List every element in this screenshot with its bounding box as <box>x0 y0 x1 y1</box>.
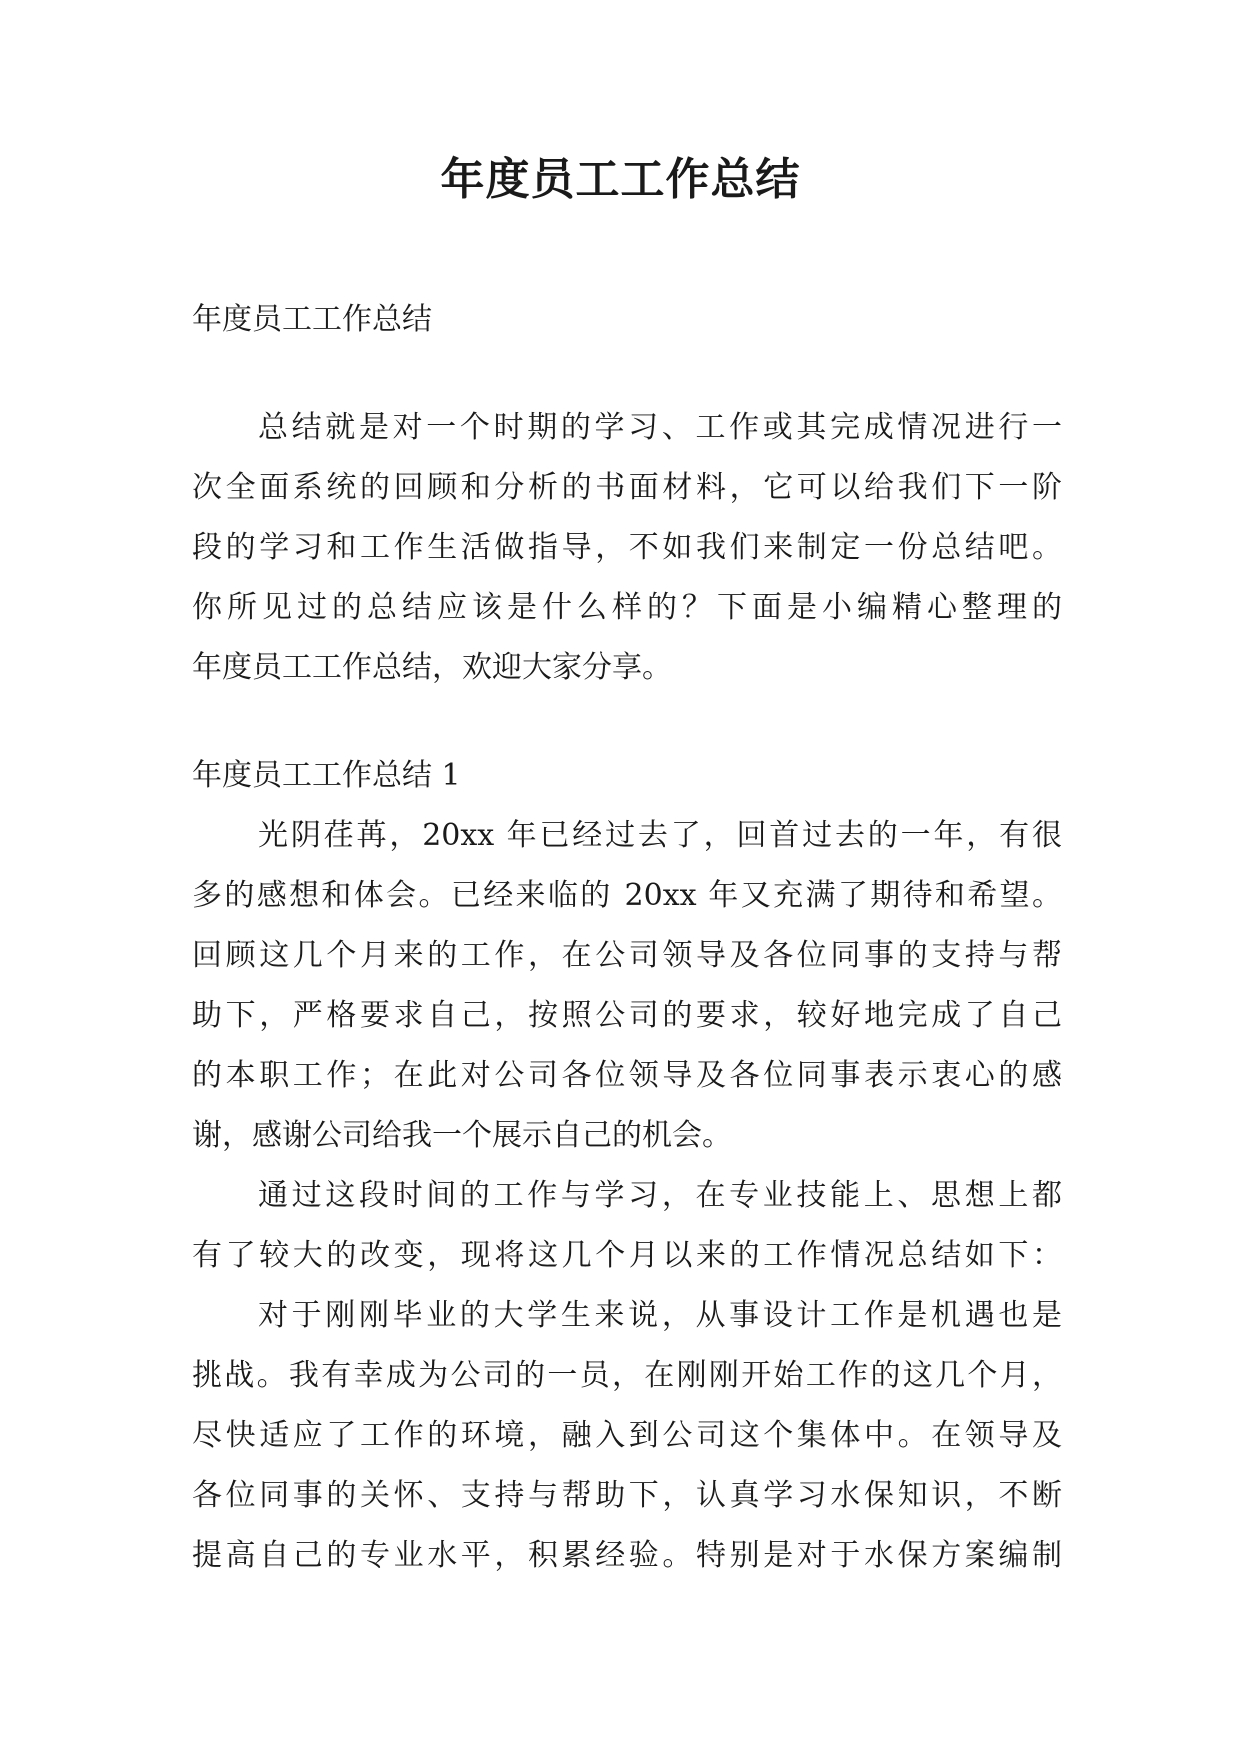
document-body <box>192 290 1062 1586</box>
text-line: 总结就是对一个时期的学习、工作或其完成情况进行一 <box>258 410 1062 445</box>
document-title: 年度员工工作总结 <box>440 154 801 205</box>
paragraph-1 <box>192 806 1062 1166</box>
text-line: 各位同事的关怀、支持与帮助下，认真学习水保知识，不断 <box>192 1478 1062 1513</box>
subtitle: 年度员工工作总结 <box>192 302 432 337</box>
text-line: 有了较大的改变，现将这几个月以来的工作情况总结如下： <box>192 1238 1062 1273</box>
spacer <box>192 698 1062 746</box>
text-line: 多的感想和体会。已经来临的 20xx 年又充满了期待和希望。 <box>192 878 1062 913</box>
section-heading: 年度员工工作总结 1 <box>192 758 461 793</box>
text-line: 通过这段时间的工作与学习，在专业技能上、思想上都 <box>258 1178 1062 1213</box>
text-line: 你所见过的总结应该是什么样的？下面是小编精心整理的 <box>192 590 1062 625</box>
spacer <box>192 350 1062 398</box>
text-line: 尽快适应了工作的环境，融入到公司这个集体中。在领导及 <box>192 1418 1062 1453</box>
text-line: 的本职工作；在此对公司各位领导及各位同事表示衷心的感 <box>192 1058 1062 1093</box>
text-line: 光阴荏苒，20xx 年已经过去了，回首过去的一年，有很 <box>258 818 1062 853</box>
text-line: 助下，严格要求自己，按照公司的要求，较好地完成了自己 <box>192 998 1062 1033</box>
text-line: 挑战。我有幸成为公司的一员，在刚刚开始工作的这几个月， <box>192 1358 1062 1393</box>
text-line: 回顾这几个月来的工作，在公司领导及各位同事的支持与帮 <box>192 938 1062 973</box>
text-line: 年度员工工作总结，欢迎大家分享。 <box>192 650 672 685</box>
text-line: 次全面系统的回顾和分析的书面材料，它可以给我们下一阶 <box>192 470 1062 505</box>
text-line: 对于刚刚毕业的大学生来说，从事设计工作是机遇也是 <box>258 1298 1062 1333</box>
paragraph-3 <box>192 1286 1062 1586</box>
text-line: 谢，感谢公司给我一个展示自己的机会。 <box>192 1118 732 1153</box>
paragraph-2 <box>192 1166 1062 1286</box>
intro-paragraph <box>192 398 1062 698</box>
text-line: 段的学习和工作生活做指导，不如我们来制定一份总结吧。 <box>192 530 1062 565</box>
text-line: 提高自己的专业水平，积累经验。特别是对于水保方案编制 <box>192 1538 1062 1573</box>
